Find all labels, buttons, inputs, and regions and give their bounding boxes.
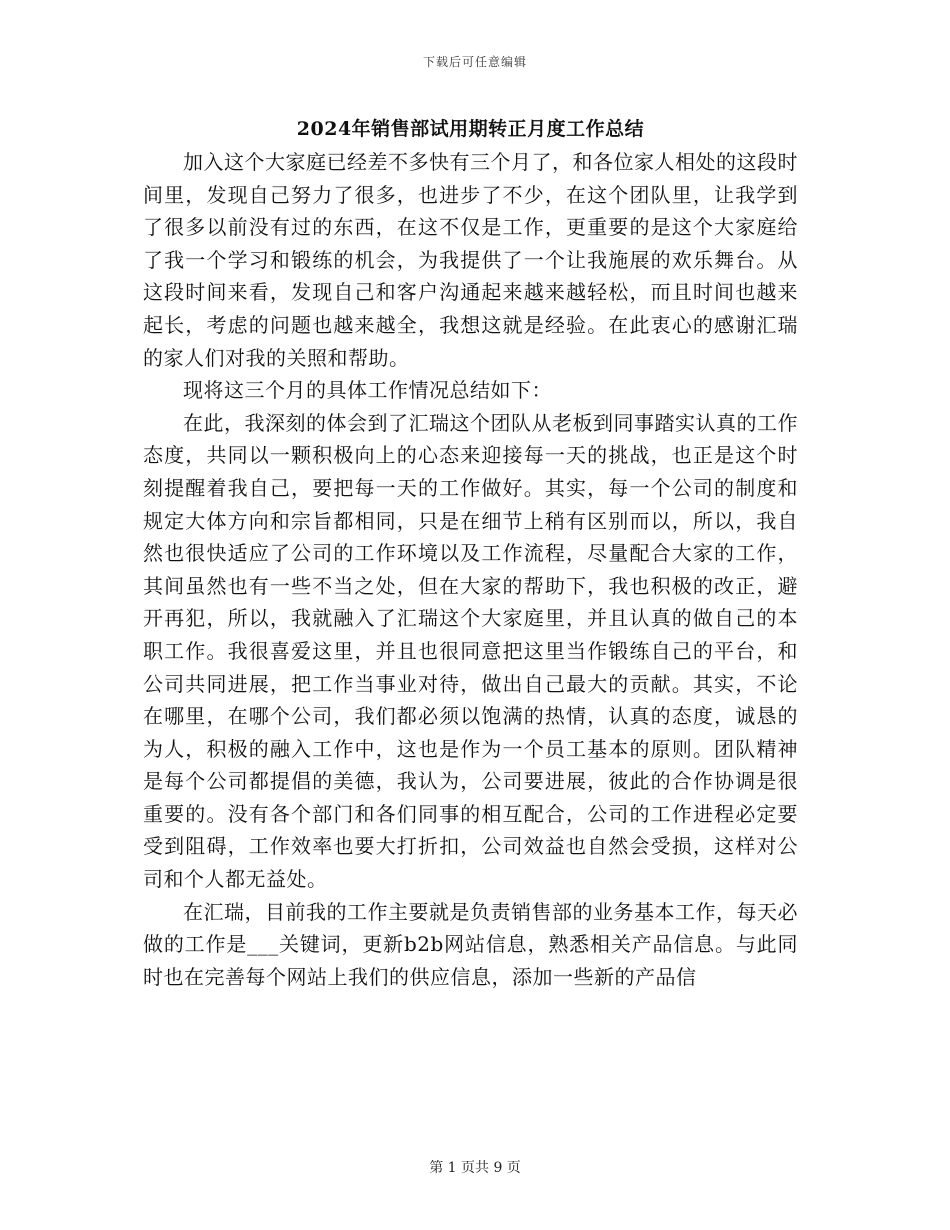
header-note: 下载后可任意编辑 (422, 55, 527, 69)
paragraph-teamwork: 在此，我深刻的体会到了汇瑞这个团队从老板到同事踏实认真的工作态度，共同以一颗积极向上的心态来迎接每一天的挑战，也正是这个时刻提醒着我自己，要把每一天的工作做好。其实，每一个公司的制度和规定大体方向和宗旨都相同，只是在细节上稍有区别而以，所以，我自然也很快适应了公司的工作环境以及工作流程，尽量配合大家的工作，其间虽然也有一些不当之处，但在大家的帮助下，我也积极的改正，避开再犯，所以，我就融入了汇瑞这个大家庭里，并且认真的做自己的本职工作。我很喜爱这里，并且也很同意把这里当作锻练自己的平台，和公司共同进展，把工作当事业对待，做出自己最大的贡献。其实，不论在哪里，在哪个公司，我们都必须以饱满的热情，认真的态度，诚恳的为人，积极的融入工作中，这也是作为一个员工基本的原则。团队精神是每个公司都提倡的美德，我认为，公司要进展，彼此的合作协调是很重要的。没有各个部门和各们同事的相互配合，公司的工作进程必定要受到阻碍，工作效率也要大打折扣，公司效益也自然会受损，这样对公司和个人都无益处。 (143, 410, 798, 892)
document-body (143, 146, 798, 993)
paragraph-summary-lead: 现将这三个月的具体工作情况总结如下： (183, 378, 552, 403)
page-number: 第 1 页共 9 页 (429, 1160, 521, 1176)
paragraph-intro: 加入这个大家庭已经差不多快有三个月了，和各位家人相处的这段时间里，发现自己努力了很多，也进步了不少，在这个团队里，让我学到了很多以前没有过的东西，在这不仅是工作，更重要的是这个大家庭给了我一个学习和锻练的机会，为我提供了一个让我施展的欢乐舞台。从这段时间来看，发现自己和客户沟通起来越来越轻松，而且时间也越来起长，考虑的问题也越来越全，我想这就是经验。在此衷心的感谢汇瑞的家人们对我的关照和帮助。 (143, 150, 798, 370)
paragraph-duties: 在汇瑞，目前我的工作主要就是负责销售部的业务基本工作，每天必做的工作是___关键词，更新b2b网站信息，熟悉相关产品信息。与此同时也在完善每个网站上我们的供应信息，添加一些新的产品信 (143, 899, 798, 989)
document-title: 2024年销售部试用期转正月度工作总结 (296, 118, 645, 140)
